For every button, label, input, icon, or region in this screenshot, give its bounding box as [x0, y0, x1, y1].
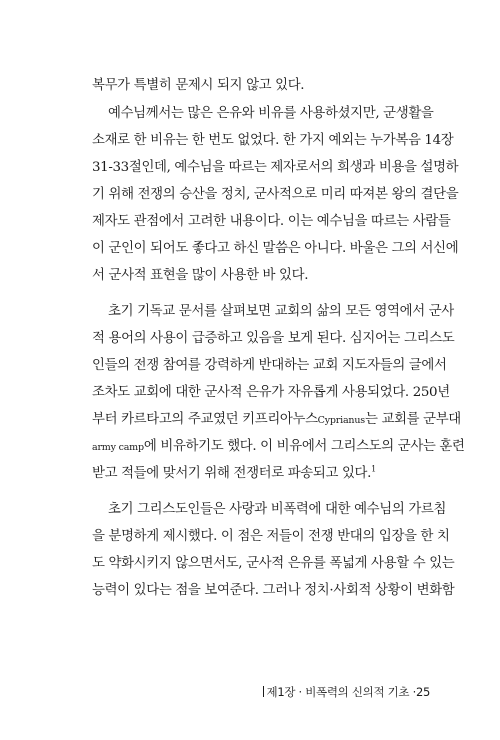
text-segment: 는 교회를 군부대	[364, 412, 461, 427]
text-segment: 에 비유하기도 했다. 이 비유에서 그리스도의 군사는 훈련	[143, 439, 465, 454]
footer-divider	[263, 686, 264, 697]
text-segment: 받고 적들에 맞서기 위해 전쟁터로 파송되고 있다.	[92, 466, 372, 481]
text-line: 능력이 있다는 점을 보여준다. 그러나 정치·사회적 상황이 변화함	[92, 583, 455, 598]
text-line: 조차도 교회에 대한 군사적 은유가 자유롭게 사용되었다. 250년	[92, 385, 450, 400]
text-line: 적 용어의 사용이 급증하고 있음을 보게 된다. 심지어는 그리스도	[92, 331, 455, 346]
text-line: 초기 그리스도인들은 사랑과 비폭력에 대한 예수님의 가르침	[108, 502, 447, 517]
latin-term: Cyprianus	[317, 415, 365, 426]
text-line	[92, 464, 430, 484]
text-line: 초기 기독교 문서를 살펴보면 교회의 삶의 모든 영역에서 군사	[108, 304, 454, 319]
text-line	[92, 437, 465, 458]
text-line	[92, 410, 461, 431]
text-line: 서 군사적 표현을 많이 사용한 바 있다.	[92, 268, 309, 283]
text-line: 소재로 한 비유는 한 번도 없었다. 한 가지 예외는 누가복음 14장	[92, 133, 454, 148]
text-line: 을 분명하게 제시했다. 이 점은 저들이 전쟁 반대의 입장을 한 치	[92, 529, 450, 544]
footnote-marker: 1	[371, 464, 376, 474]
text-line: 도 약화시키지 않으면서도, 군사적 은유를 폭넓게 사용할 수 있는	[92, 556, 455, 571]
text-line: 기 위해 전쟁의 승산을 정치, 군사적으로 미리 따져본 왕의 결단을	[92, 187, 459, 202]
text-line: 복무가 특별히 문제시 되지 않고 있다.	[92, 78, 305, 93]
text-line: 제자도 관점에서 고려한 내용이다. 이는 예수님을 따르는 사람들	[92, 214, 451, 229]
text-segment: 부터 카르타고의 주교였던 키프리아누스	[92, 412, 318, 427]
footer-title: 비폭력의 신의적 기초	[305, 685, 410, 699]
text-line: 이 군인이 되어도 좋다고 하신 말씀은 아니다. 바울은 그의 서신에	[92, 241, 459, 256]
page-number: 25	[415, 685, 430, 699]
english-term: army camp	[92, 442, 144, 453]
footer-separator: ·	[298, 685, 302, 699]
footer-chapter: 제1장	[266, 685, 296, 699]
footer-separator: ·	[412, 685, 416, 699]
page-footer	[0, 684, 430, 700]
text-line: 31-33절인데, 예수님을 따르는 제자로서의 희생과 비용을 설명하	[92, 160, 459, 175]
text-line: 인들의 전쟁 참여를 강력하게 반대하는 교회 지도자들의 글에서	[92, 358, 447, 373]
text-line: 예수님께서는 많은 은유와 비유를 사용하셨지만, 군생활을	[108, 106, 434, 121]
